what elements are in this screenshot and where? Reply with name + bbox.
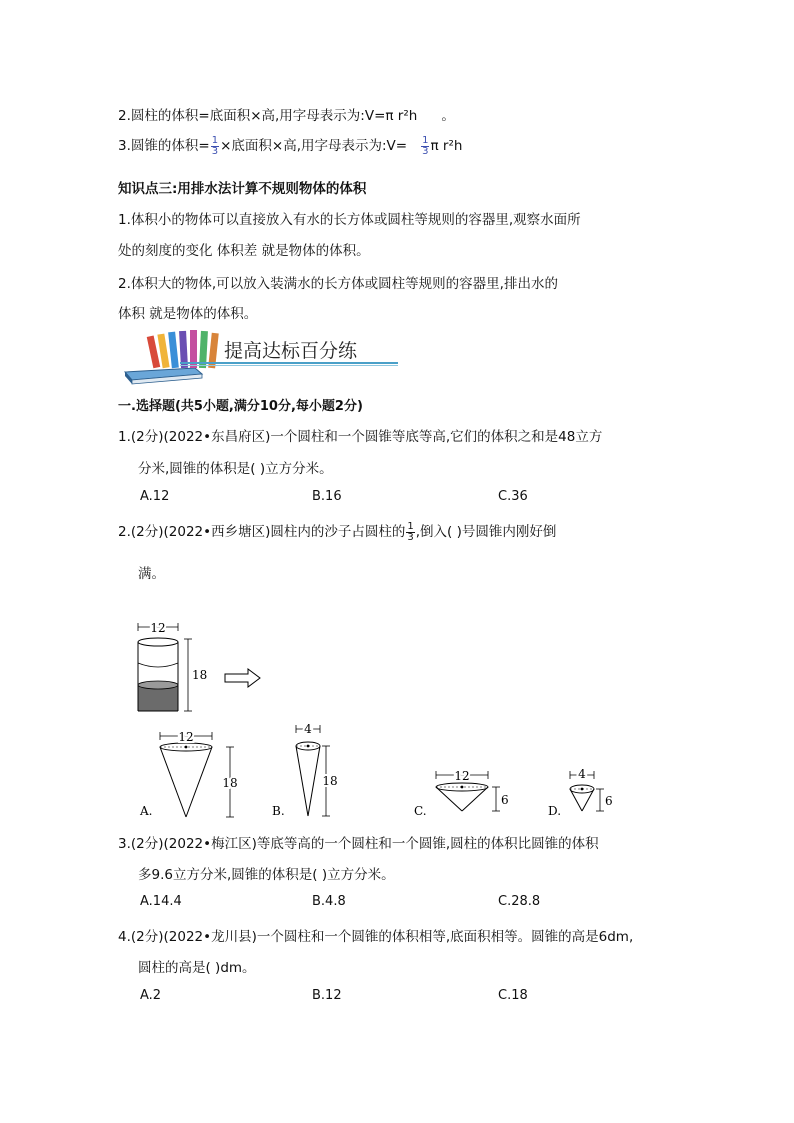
banner-underline [180,362,398,364]
question-3-option-c[interactable]: C.28.8 [498,894,541,909]
cone-b-height-label: 18 [322,774,338,788]
knowledge-point-heading: 知识点三:用排水法计算不规则物体的体积 [118,181,367,197]
question-1-option-b[interactable]: B.16 [312,489,342,504]
question-1-line-1: 1.(2分)(2022•东昌府区)一个圆柱和一个圆锥等底等高,它们的体积之和是48立方 [118,429,603,445]
question-1-line-2: 分米,圆锥的体积是( )立方分米。 [138,461,333,477]
question-4-line-2: 圆柱的高是( )dm。 [138,960,256,976]
section-banner [120,328,410,386]
cylinder-formula-expr: π r²h [385,108,418,124]
question-3-option-b[interactable]: B.4.8 [312,894,346,909]
cone-c-label[interactable]: C. [414,804,427,818]
one-third-fraction-2: $\frac{1}{3}$ [422,134,429,157]
cone-d [570,771,604,811]
question-4-option-a[interactable]: A.2 [140,988,162,1003]
cylinder-volume-formula: 2.圆柱的体积=底面积×高,用字母表示为:V=π r²h 。 [118,108,455,124]
question-4-option-c[interactable]: C.18 [498,988,528,1003]
kp3-paragraph-2-line-2: 体积 就是物体的体积。 [118,306,258,322]
kp3-paragraph-2-line-1: 2.体积大的物体,可以放入装满水的长方体或圆柱等规则的容器里,排出水的 [118,276,558,292]
cylinder-diameter-label: 12 [150,621,166,635]
question-1-option-a[interactable]: A.12 [140,489,170,504]
cone-a-height-label: 18 [222,776,238,790]
cone-volume-formula: 3.圆锥的体积= $\frac{1}{3}$ ×底面积×高,用字母表示为:V= $\frac{1}{3}$ π r²h [118,134,463,157]
question-4-line-1: 4.(2分)(2022•龙川县)一个圆柱和一个圆锥的体积相等,底面积相等。圆锥的高是6dm, [118,929,634,945]
cone-d-height-label: 6 [605,794,613,808]
cone-b-label[interactable]: B. [272,804,285,818]
question-3-line-2: 多9.6立方分米,圆锥的体积是( )立方分米。 [138,867,395,883]
cone-a-label[interactable]: A. [140,804,153,818]
arrow-right-icon [225,669,260,687]
question-3-line-1: 3.(2分)(2022•梅江区)等底等高的一个圆柱和一个圆锥,圆柱的体积比圆锥的体积 [118,836,599,852]
cylinder [138,623,192,711]
cone-d-label[interactable]: D. [548,804,562,818]
section-title: 一.选择题(共5小题,满分10分,每小题2分) [118,399,363,414]
question-3-option-a[interactable]: A.14.4 [140,894,182,909]
kp3-paragraph-1-line-1: 1.体积小的物体可以直接放入有水的长方体或圆柱等规则的容器里,观察水面所 [118,212,581,228]
question-2-line-1: 2.(2分)(2022•西乡塘区)圆柱内的沙子占圆柱的 $\frac{1}{3}$ ,倒入( )号圆锥内刚好倒 [118,520,557,543]
cylinder-height-label: 18 [192,668,208,682]
one-third-fraction-q2: $\frac{1}{3}$ [407,520,414,543]
cone-c-height-label: 6 [501,793,509,807]
banner-underline-thin [180,365,398,366]
cone-d-diameter-label: 4 [578,767,586,781]
one-third-fraction: $\frac{1}{3}$ [211,134,219,157]
cone-formula-expr: π r²h [430,138,463,154]
question-4-option-b[interactable]: B.12 [312,988,342,1003]
kp3-paragraph-1-line-2: 处的刻度的变化 体积差 就是物体的体积。 [118,243,370,259]
question-1-option-c[interactable]: C.36 [498,489,528,504]
cylinder-and-cones-figure [130,615,630,825]
question-2-line-2: 满。 [138,566,165,582]
cone-c-diameter-label: 12 [454,769,470,783]
banner-title: 提高达标百分练 [224,340,358,362]
cone-a [160,732,234,817]
cone-a-diameter-label: 12 [178,730,194,744]
books-icon [120,328,230,386]
cone-b-diameter-label: 4 [304,722,312,736]
cone-b [296,725,330,816]
